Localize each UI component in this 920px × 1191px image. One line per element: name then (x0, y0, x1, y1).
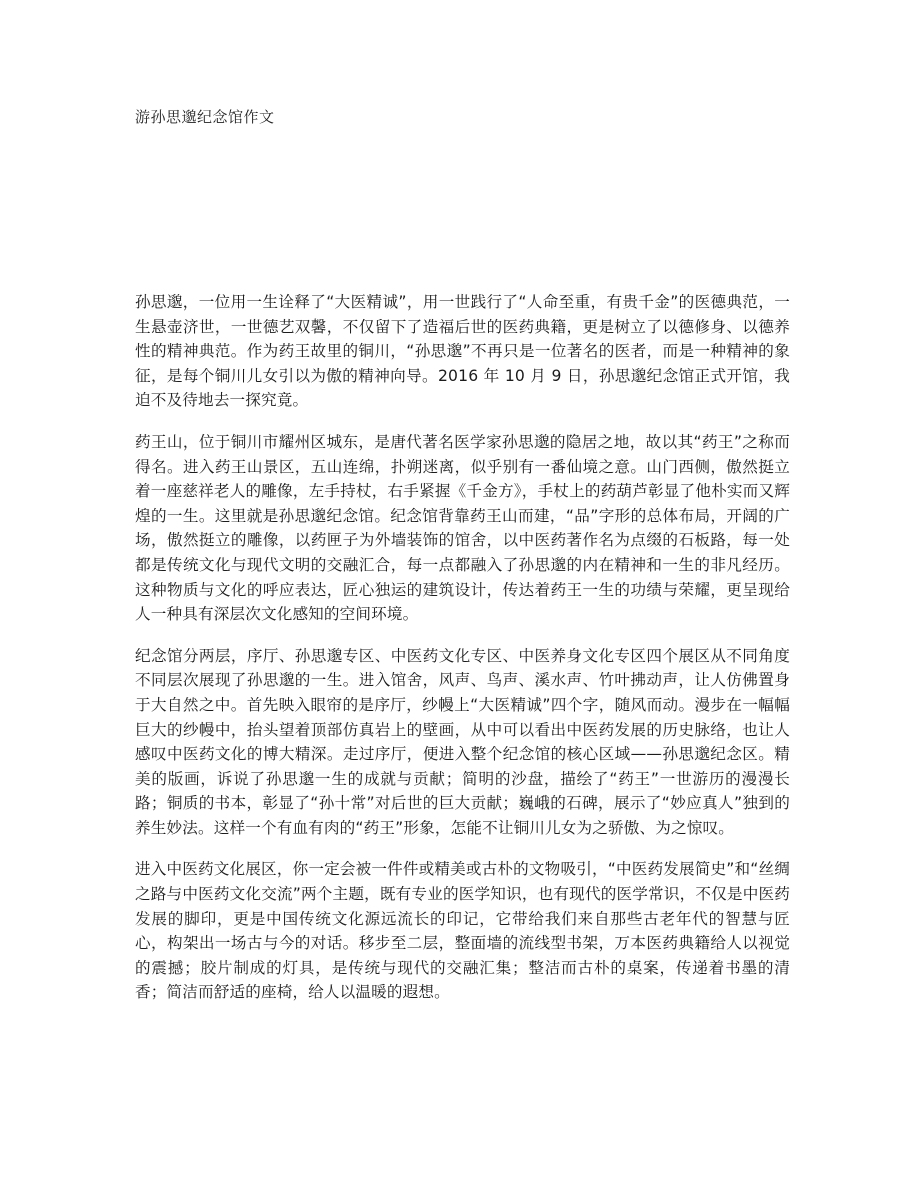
paragraph-intro: 孙思邈，一位用一生诠释了“大医精诚”，用一世践行了“人命至重，有贵千金”的医德典范，一生悬壶济世，一世德艺双馨，不仅留下了造福后世的医药典籍，更是树立了以德修身、以德养性的精神典范。作为药王故里的铜川，“孙思邈”不再只是一位著名的医者，而是一种精神的象征，是每个铜川儿女引以为傲的精神向导。2016 年 10 月 9 日，孙思邈纪念馆正式开馆，我迫不及待地去一探究竟。 (135, 293, 790, 410)
paragraph-museum-layout: 纪念馆分两层，序厅、孙思邈专区、中医药文化专区、中医养身文化专区四个展区从不同角度不同层次展现了孙思邈的一生。进入馆舍，风声、鸟声、溪水声、竹叶拂动声，让人仿佛置身于大自然之中。首先映入眼帘的是序厅，纱幔上“大医精诚”四个字，随风而动。漫步在一幅幅巨大的纱幔中，抬头望着顶部仿真岩上的壁画，从中可以看出中医药发展的历史脉络，也让人感叹中医药文化的博大精深。走过序厅，便进入整个纪念馆的核心区域——孙思邈纪念区。精美的版画，诉说了孙思邈一生的成就与贡献；简明的沙盘，描绘了“药王”一世游历的漫漫长路；铜质的书本，彰显了“孙十常”对后世的巨大贡献；巍峨的石碑，展示了“妙应真人”独到的养生妙法。这样一个有血有肉的“药王”形象，怎能不让铜川儿女为之骄傲、为之惊叹。 (135, 646, 790, 837)
paragraph-yaowang-mountain: 药王山，位于铜川市耀州区城东，是唐代著名医学家孙思邈的隐居之地，故以其“药王”之称而得名。进入药王山景区，五山连绵，扑朔迷离，似乎别有一番仙境之意。山门西侧，傲然挺立着一座慈祥老人的雕像，左手持杖，右手紧握《千金方》，手杖上的药葫芦彰显了他朴实而又辉煌的一生。这里就是孙思邈纪念馆。纪念馆背靠药王山而建，“品”字形的总体布局，开阔的广场，傲然挺立的雕像，以药匣子为外墙装饰的馆舍，以中医药著作名为点缀的石板路，每一处都是传统文化与现代文明的交融汇合，每一点都融入了孙思邈的内在精神和一生的非凡经历。这种物质与文化的呼应表达，匠心独运的建筑设计，传达着药王一生的功绩与荣耀，更呈现给人一种具有深层次文化感知的空间环境。 (135, 432, 790, 624)
paragraph-tcm-culture-area: 进入中医药文化展区，你一定会被一件件或精美或古朴的文物吸引，“中医药发展简史”和“丝绸之路与中医药文化交流”两个主题，既有专业的医学知识，也有现代的医学常识，不仅是中医药发展的脚印，更是中国传统文化源远流长的印记，它带给我们来自那些古老年代的智慧与匠心，构架出一场古与今的对话。移步至二层，整面墙的流线型书架，万本医药典籍给人以视觉的震撼；胶片制成的灯具，是传统与现代的交融汇集；整洁而古朴的桌案，传递着书墨的清香；简洁而舒适的座椅，给人以温暖的遐想。 (135, 860, 790, 1002)
document-title: 游孙思邈纪念馆作文 (135, 108, 275, 126)
document-body (135, 290, 790, 1022)
